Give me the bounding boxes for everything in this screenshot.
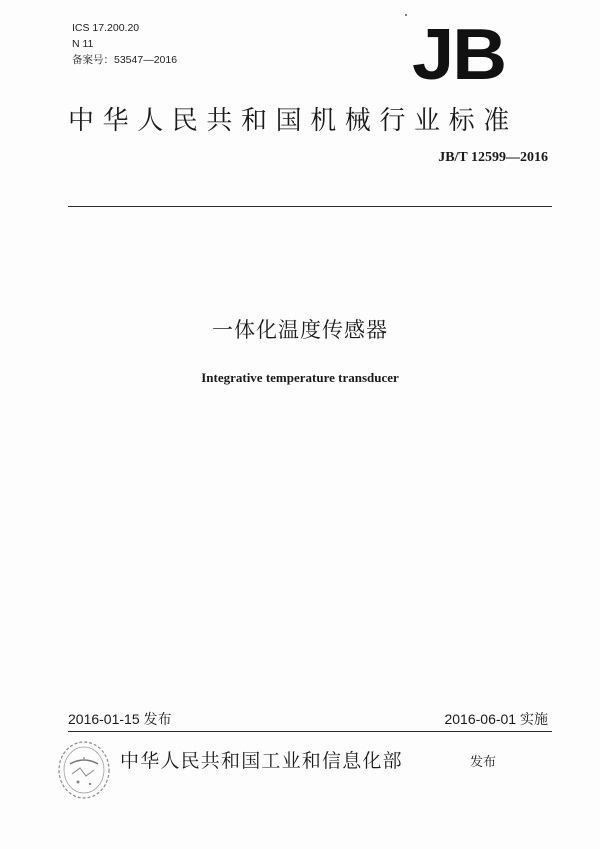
issuing-authority: 中华人民共和国工业和信息化部 [120,750,403,772]
document-title-english: Integrative temperature transducer [201,370,399,385]
standard-number: JB/T 12599—2016 [438,150,548,165]
document-title-chinese: 一体化温度传感器 [212,318,388,342]
implementation-date: 2016-06-01 实施 [444,711,548,727]
classification-code: N 11 [72,38,94,50]
record-number: 备案号：53547—2016 [72,54,178,66]
bottom-divider [68,731,552,732]
standard-organization-title: 中华人民共和国机械行业标准 [68,106,518,136]
top-divider [68,206,552,207]
seal-graphic [56,738,112,802]
official-seal-stamp [56,738,112,802]
metadata-block [72,20,177,68]
jb-logo: JB [412,14,506,96]
scan-speck [405,14,407,16]
ics-code: ICS 17.200.20 [72,22,140,34]
issue-date: 2016-01-15 发布 [68,711,172,727]
issuer-publish-label: 发布 [470,755,497,770]
